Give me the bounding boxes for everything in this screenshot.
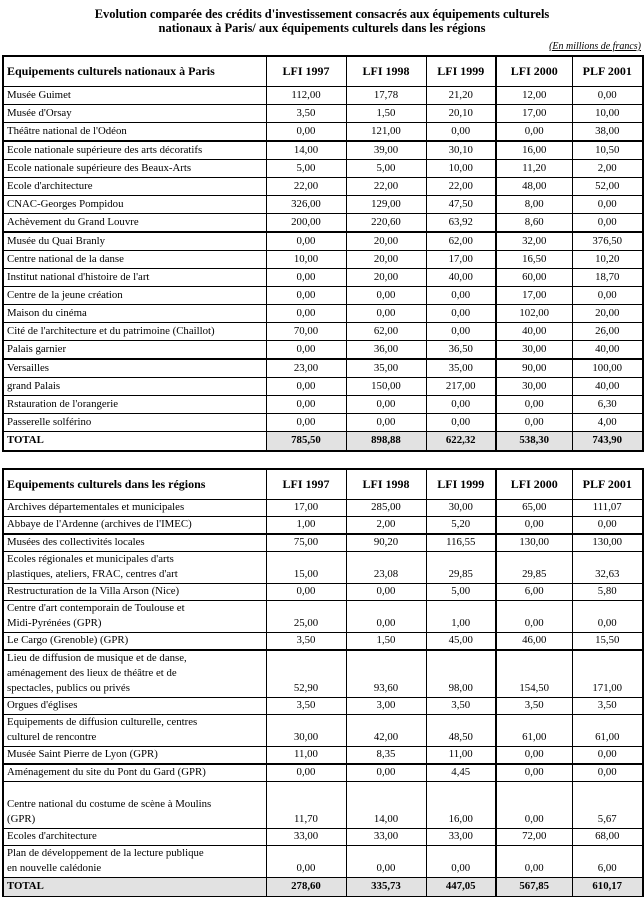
value-cell: 63,92 [426,214,496,233]
document-title [0,0,644,35]
value-cell: 30,00 [426,500,496,517]
value-cell: 5,00 [266,160,346,178]
row-label-cell: Orgues d'églises [3,698,266,715]
total-value-cell: 278,60 [266,878,346,897]
value-cell: 30,00 [266,715,346,747]
row-label-cell: Musée du Quai Branly [3,232,266,251]
value-cell: 75,00 [266,534,346,552]
total-value-cell: 785,50 [266,432,346,452]
row-label-cell [3,782,266,829]
column-header-0: LFI 1997 [266,56,346,87]
unit-note: (En millions de francs) [549,41,641,52]
value-cell: 0,00 [426,123,496,142]
value-cell: 46,00 [496,633,572,651]
value-cell: 0,00 [572,214,643,233]
table-paris-equipements [2,55,644,452]
column-header-2: LFI 1999 [426,56,496,87]
value-cell: 0,00 [572,196,643,214]
column-header-3: LFI 2000 [496,469,572,500]
table-row [3,517,643,535]
row-label-cell: Versailles [3,359,266,378]
value-cell: 17,00 [266,500,346,517]
value-cell: 48,50 [426,715,496,747]
value-cell: 6,00 [572,846,643,878]
row-label-cell [3,846,266,878]
value-cell: 200,00 [266,214,346,233]
row-label-cell: Musée Guimet [3,87,266,105]
value-cell: 0,00 [266,287,346,305]
row-label-cell: Centre de la jeune création [3,287,266,305]
value-cell: 23,00 [266,359,346,378]
table-regions-equipements [2,468,644,897]
table-row [3,323,643,341]
table-title-cell: Equipements culturels nationaux à Paris [3,56,266,87]
table-row [3,782,643,829]
value-cell: 0,00 [346,764,426,782]
value-cell: 17,00 [496,287,572,305]
value-cell: 11,00 [266,747,346,765]
value-cell: 33,00 [346,829,426,846]
value-cell: 0,00 [346,846,426,878]
value-cell: 5,67 [572,782,643,829]
value-cell: 0,00 [346,396,426,414]
value-cell: 36,50 [426,341,496,360]
value-cell: 154,50 [496,650,572,698]
table-row [3,584,643,601]
value-cell: 10,20 [572,251,643,269]
value-cell: 5,00 [346,160,426,178]
value-cell: 3,50 [496,698,572,715]
value-cell: 3,50 [266,698,346,715]
table-row [3,196,643,214]
column-header-4: PLF 2001 [572,56,643,87]
value-cell: 90,00 [496,359,572,378]
value-cell: 10,50 [572,141,643,160]
value-cell: 5,00 [426,584,496,601]
value-cell: 0,00 [496,414,572,432]
value-cell: 40,00 [572,341,643,360]
value-cell: 15,50 [572,633,643,651]
value-cell: 20,00 [572,305,643,323]
value-cell: 29,85 [426,552,496,584]
row-label-line: en nouvelle calédonie [7,862,102,874]
value-cell: 47,50 [426,196,496,214]
row-label-line: Plan de développement de la lecture publique [7,847,204,859]
value-cell: 4,45 [426,764,496,782]
value-cell: 6,00 [496,584,572,601]
value-cell: 17,00 [426,251,496,269]
value-cell: 65,00 [496,500,572,517]
value-cell: 0,00 [266,305,346,323]
row-label-line: Equipements de diffusion culturelle, centres [7,716,198,728]
total-row [3,432,643,452]
table-row [3,87,643,105]
value-cell: 20,00 [346,232,426,251]
value-cell: 42,00 [346,715,426,747]
row-label-cell: Abbaye de l'Ardenne (archives de l'IMEC) [3,517,266,535]
value-cell: 68,00 [572,829,643,846]
value-cell: 130,00 [496,534,572,552]
value-cell: 60,00 [496,269,572,287]
value-cell: 285,00 [346,500,426,517]
value-cell: 3,00 [346,698,426,715]
value-cell: 6,30 [572,396,643,414]
value-cell: 0,00 [496,517,572,535]
value-cell: 0,00 [496,601,572,633]
value-cell: 0,00 [426,396,496,414]
table-row [3,601,643,633]
value-cell: 40,00 [572,378,643,396]
row-label-cell: Palais garnier [3,341,266,360]
value-cell: 0,00 [266,123,346,142]
value-cell: 0,00 [572,747,643,765]
row-label-cell: Musée Saint Pierre de Lyon (GPR) [3,747,266,765]
value-cell: 0,00 [496,747,572,765]
value-cell: 52,00 [572,178,643,196]
value-cell: 40,00 [426,269,496,287]
row-label-line [7,782,264,797]
row-label-cell: grand Palais [3,378,266,396]
table-row [3,698,643,715]
value-cell: 0,00 [426,323,496,341]
value-cell: 0,00 [572,287,643,305]
value-cell: 2,00 [346,517,426,535]
row-label-cell: Passerelle solférino [3,414,266,432]
value-cell: 0,00 [496,782,572,829]
value-cell: 3,50 [572,698,643,715]
row-label-cell [3,552,266,584]
value-cell: 102,00 [496,305,572,323]
value-cell: 1,50 [346,105,426,123]
value-cell: 16,50 [496,251,572,269]
value-cell: 52,90 [266,650,346,698]
table-header-row [3,469,643,500]
table-row [3,747,643,765]
row-label-line: aménagement des lieux de théâtre et de [7,667,177,679]
table-row [3,715,643,747]
table-row [3,141,643,160]
value-cell: 130,00 [572,534,643,552]
value-cell: 116,55 [426,534,496,552]
value-cell: 21,20 [426,87,496,105]
total-row [3,878,643,897]
row-label-cell: Maison du cinéma [3,305,266,323]
value-cell: 0,00 [496,396,572,414]
value-cell: 62,00 [426,232,496,251]
row-label-cell: Ecole nationale supérieure des Beaux-Arts [3,160,266,178]
total-value-cell: 743,90 [572,432,643,452]
value-cell: 12,00 [496,87,572,105]
value-cell: 5,80 [572,584,643,601]
value-cell: 15,00 [266,552,346,584]
value-cell: 45,00 [426,633,496,651]
row-label-cell: Ecoles d'architecture [3,829,266,846]
total-value-cell: 538,30 [496,432,572,452]
row-label-cell: Théâtre national de l'Odéon [3,123,266,142]
value-cell: 14,00 [266,141,346,160]
value-cell: 1,00 [266,517,346,535]
row-label-cell: Musée d'Orsay [3,105,266,123]
table-row [3,305,643,323]
value-cell: 30,00 [496,341,572,360]
value-cell: 121,00 [346,123,426,142]
value-cell: 3,50 [266,633,346,651]
value-cell: 22,00 [266,178,346,196]
table-row [3,846,643,878]
value-cell: 0,00 [346,601,426,633]
table-row [3,214,643,233]
table-row [3,105,643,123]
value-cell: 14,00 [346,782,426,829]
value-cell: 0,00 [426,846,496,878]
value-cell: 129,00 [346,196,426,214]
value-cell: 8,35 [346,747,426,765]
value-cell: 0,00 [572,517,643,535]
column-header-3: LFI 2000 [496,56,572,87]
row-label-cell: CNAC-Georges Pompidou [3,196,266,214]
value-cell: 22,00 [426,178,496,196]
value-cell: 30,00 [496,378,572,396]
value-cell: 35,00 [346,359,426,378]
value-cell: 2,00 [572,160,643,178]
table-title-cell: Equipements culturels dans les régions [3,469,266,500]
value-cell: 62,00 [346,323,426,341]
value-cell: 40,00 [496,323,572,341]
row-label-line: Centre national du costume de scène à Moulins [7,798,212,810]
table-row [3,251,643,269]
value-cell: 25,00 [266,601,346,633]
table-row [3,500,643,517]
table-row [3,359,643,378]
value-cell: 98,00 [426,650,496,698]
title-line-2: nationaux à Paris/ aux équipements culturels dans les régions [158,21,486,35]
value-cell: 61,00 [572,715,643,747]
row-label-cell: Cité de l'architecture et du patrimoine (Chaillot) [3,323,266,341]
value-cell: 70,00 [266,323,346,341]
value-cell: 0,00 [426,287,496,305]
row-label-cell: Restructuration de la Villa Arson (Nice) [3,584,266,601]
value-cell: 11,70 [266,782,346,829]
value-cell: 61,00 [496,715,572,747]
row-label-cell: Archives départementales et municipales [3,500,266,517]
column-header-2: LFI 1999 [426,469,496,500]
table-row [3,764,643,782]
table-row [3,269,643,287]
value-cell: 26,00 [572,323,643,341]
value-cell: 5,20 [426,517,496,535]
row-label-cell: Centre national de la danse [3,251,266,269]
value-cell: 220,60 [346,214,426,233]
value-cell: 10,00 [266,251,346,269]
row-label-line: Midi-Pyrénées (GPR) [7,617,102,629]
row-label-cell: Achèvement du Grand Louvre [3,214,266,233]
value-cell: 3,50 [266,105,346,123]
value-cell: 32,63 [572,552,643,584]
title-line-1: Evolution comparée des crédits d'investissement consacrés aux équipements culturels [94,7,550,21]
value-cell: 0,00 [572,601,643,633]
value-cell: 20,00 [346,269,426,287]
value-cell: 0,00 [266,269,346,287]
total-value-cell: 898,88 [346,432,426,452]
value-cell: 16,00 [426,782,496,829]
value-cell: 8,00 [496,196,572,214]
value-cell: 17,78 [346,87,426,105]
table-row [3,287,643,305]
total-value-cell: 610,17 [572,878,643,897]
total-label-cell: TOTAL [3,432,266,452]
value-cell: 72,00 [496,829,572,846]
value-cell: 0,00 [346,305,426,323]
value-cell: 18,70 [572,269,643,287]
value-cell: 38,00 [572,123,643,142]
table-header-row [3,56,643,87]
value-cell: 171,00 [572,650,643,698]
value-cell: 20,00 [346,251,426,269]
value-cell: 8,60 [496,214,572,233]
table-row [3,650,643,698]
column-header-4: PLF 2001 [572,469,643,500]
value-cell: 32,00 [496,232,572,251]
value-cell: 0,00 [496,846,572,878]
total-value-cell: 622,32 [426,432,496,452]
value-cell: 10,00 [572,105,643,123]
value-cell: 0,00 [496,764,572,782]
table-row [3,123,643,142]
value-cell: 0,00 [426,305,496,323]
table-row [3,534,643,552]
value-cell: 0,00 [266,764,346,782]
value-cell: 0,00 [266,414,346,432]
value-cell: 0,00 [266,396,346,414]
value-cell: 29,85 [496,552,572,584]
total-label-cell: TOTAL [3,878,266,897]
row-label-line: Centre d'art contemporain de Toulouse et [7,602,185,614]
table-row [3,396,643,414]
row-label-line: spectacles, publics ou privés [7,682,130,694]
total-value-cell: 335,73 [346,878,426,897]
value-cell: 4,00 [572,414,643,432]
row-label-line: Lieu de diffusion de musique et de danse, [7,652,187,664]
value-cell: 35,00 [426,359,496,378]
value-cell: 39,00 [346,141,426,160]
value-cell: 326,00 [266,196,346,214]
value-cell: 217,00 [426,378,496,396]
value-cell: 0,00 [572,764,643,782]
value-cell: 1,50 [346,633,426,651]
table-row [3,829,643,846]
value-cell: 17,00 [496,105,572,123]
column-header-1: LFI 1998 [346,469,426,500]
row-label-cell: Ecole d'architecture [3,178,266,196]
value-cell: 11,00 [426,747,496,765]
row-label-cell: Institut national d'histoire de l'art [3,269,266,287]
value-cell: 111,07 [572,500,643,517]
table-row [3,378,643,396]
value-cell: 33,00 [266,829,346,846]
row-label-cell: Rstauration de l'orangerie [3,396,266,414]
value-cell: 0,00 [426,414,496,432]
table-row [3,232,643,251]
value-cell: 0,00 [266,846,346,878]
table-row [3,160,643,178]
value-cell: 1,00 [426,601,496,633]
value-cell: 0,00 [266,378,346,396]
value-cell: 33,00 [426,829,496,846]
value-cell: 0,00 [572,87,643,105]
value-cell: 10,00 [426,160,496,178]
column-header-0: LFI 1997 [266,469,346,500]
total-value-cell: 447,05 [426,878,496,897]
table-row [3,633,643,651]
column-header-1: LFI 1998 [346,56,426,87]
value-cell: 22,00 [346,178,426,196]
value-cell: 0,00 [266,584,346,601]
value-cell: 30,10 [426,141,496,160]
table-row [3,178,643,196]
value-cell: 0,00 [346,414,426,432]
row-label-line: (GPR) [7,813,36,825]
row-label-cell [3,601,266,633]
value-cell: 100,00 [572,359,643,378]
table-row [3,341,643,360]
value-cell: 16,00 [496,141,572,160]
value-cell: 23,08 [346,552,426,584]
value-cell: 11,20 [496,160,572,178]
value-cell: 36,00 [346,341,426,360]
value-cell: 0,00 [346,584,426,601]
row-label-cell [3,715,266,747]
value-cell: 376,50 [572,232,643,251]
value-cell: 0,00 [266,232,346,251]
value-cell: 0,00 [346,287,426,305]
row-label-line: plastiques, ateliers, FRAC, centres d'art [7,568,178,580]
row-label-line: Ecoles régionales et municipales d'arts [7,553,174,565]
table-row [3,552,643,584]
row-label-cell [3,650,266,698]
value-cell: 0,00 [496,123,572,142]
value-cell: 3,50 [426,698,496,715]
total-value-cell: 567,85 [496,878,572,897]
table-row [3,414,643,432]
row-label-cell: Musées des collectivités locales [3,534,266,552]
row-label-cell: Aménagement du site du Pont du Gard (GPR) [3,764,266,782]
row-label-line: culturel de rencontre [7,731,97,743]
value-cell: 20,10 [426,105,496,123]
value-cell: 48,00 [496,178,572,196]
value-cell: 0,00 [266,341,346,360]
row-label-cell: Ecole nationale supérieure des arts décoratifs [3,141,266,160]
value-cell: 150,00 [346,378,426,396]
row-label-cell: Le Cargo (Grenoble) (GPR) [3,633,266,651]
value-cell: 112,00 [266,87,346,105]
value-cell: 90,20 [346,534,426,552]
value-cell: 93,60 [346,650,426,698]
